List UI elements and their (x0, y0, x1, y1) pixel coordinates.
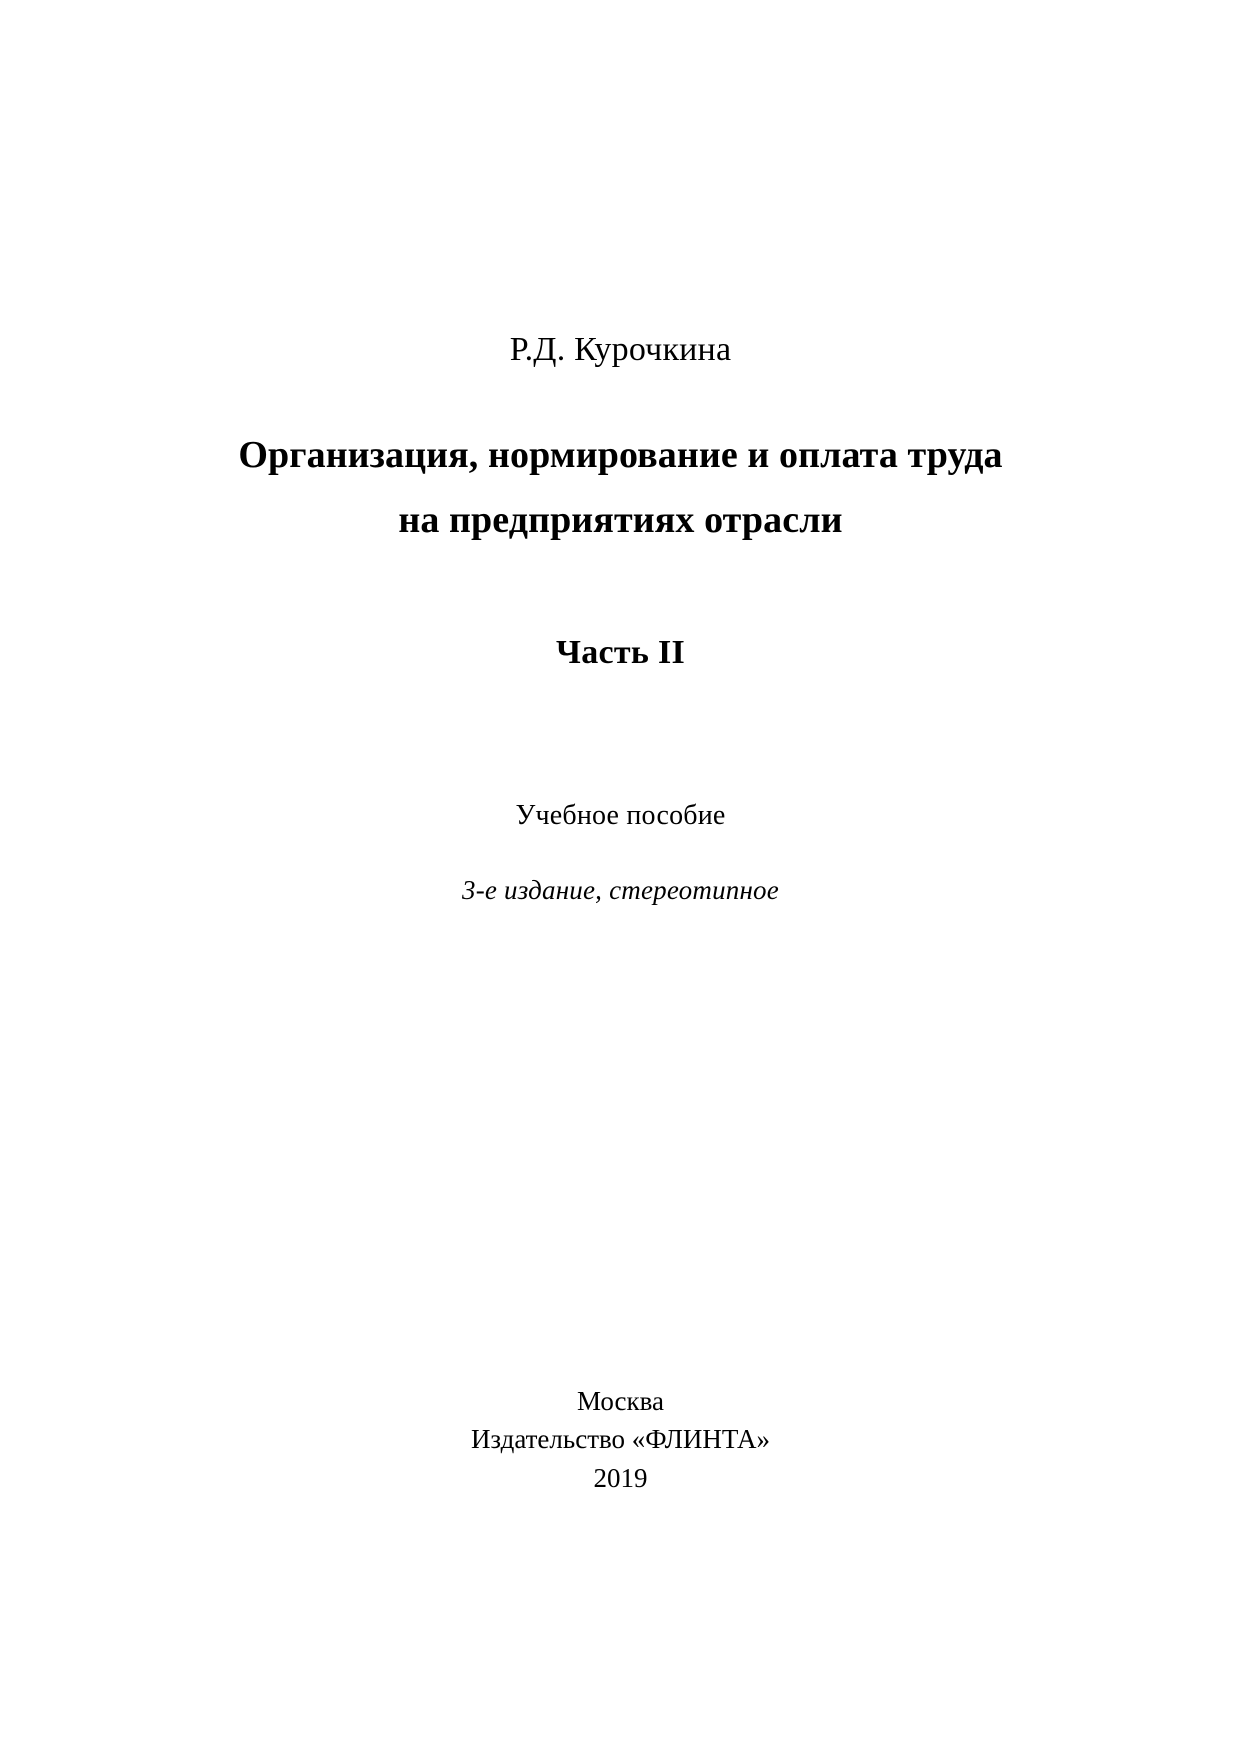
title-block (0, 330, 1241, 906)
part-label: Часть II (555, 633, 686, 671)
book-title-line-2: на предприятиях отрасли (398, 499, 843, 542)
imprint-block (0, 1382, 1241, 1497)
imprint-publisher: Издательство «ФЛИНТА» (470, 1424, 771, 1455)
book-title (131, 423, 1111, 554)
publication-kind: Учебное пособие (515, 799, 726, 831)
author-name: Р.Д. Курочкина (509, 331, 732, 368)
edition-note: 3-е издание, стереотипное (462, 874, 779, 905)
imprint-year: 2019 (593, 1462, 648, 1493)
imprint-city: Москва (577, 1386, 664, 1416)
book-title-line-1: Организация, нормирование и оплата труда (238, 433, 1003, 476)
